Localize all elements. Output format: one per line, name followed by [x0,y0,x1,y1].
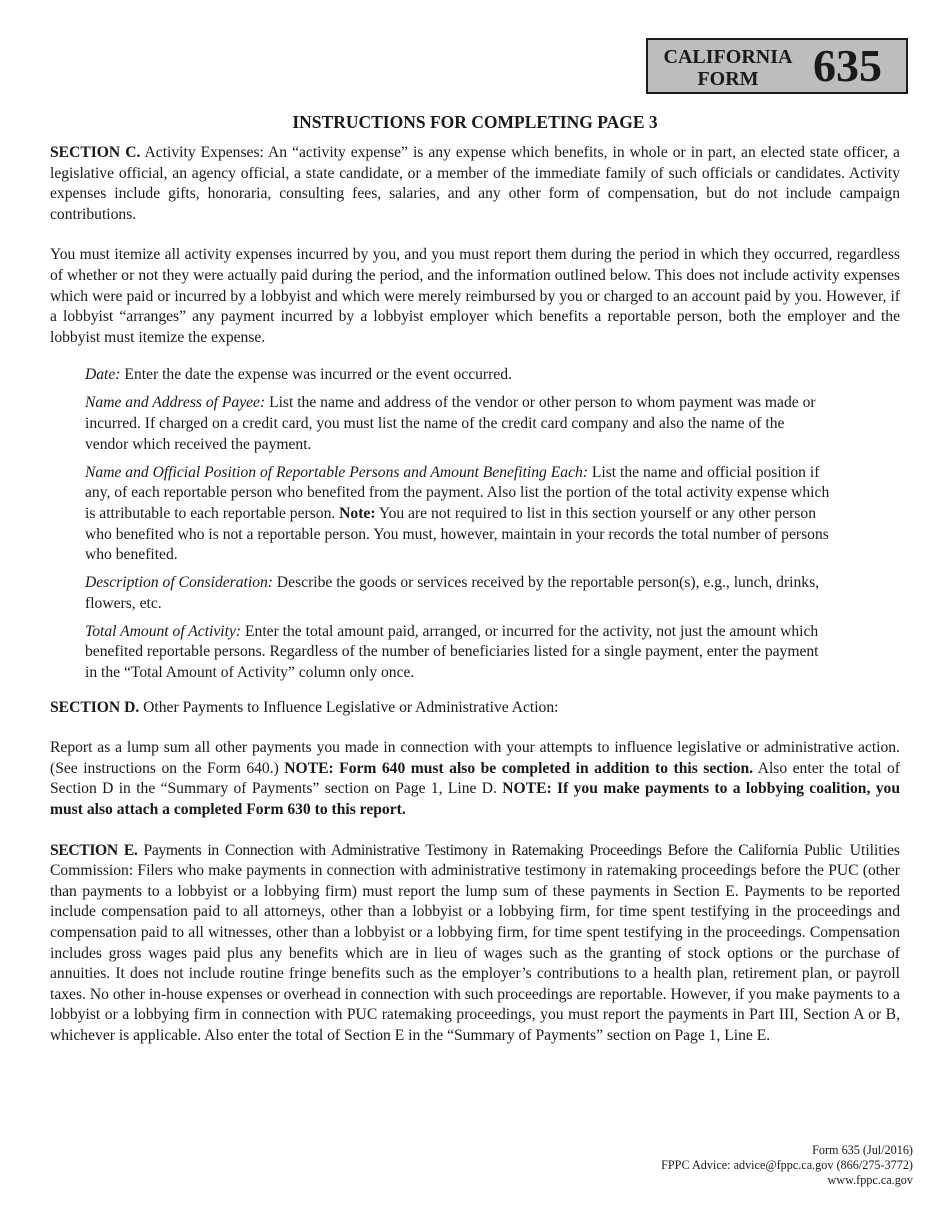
item-total-amount [85,622,830,684]
section-c-heading: SECTION C. [50,144,141,161]
section-e-body [50,841,900,1047]
section-d-body [50,738,900,820]
page-title: INSTRUCTIONS FOR COMPLETING PAGE 3 [292,112,658,132]
item-date [85,365,830,386]
page-footer [661,1143,913,1188]
section-c-intro [50,143,900,225]
item-payee-label: Name and Address of Payee: [85,394,266,412]
item-date-label: Date: [85,366,121,384]
item-persons-text: List the name and official position if any, of each reportable person who benefited from the payment. Also list the portion of the total activity expense which is attributable to each reportable person. [85,463,830,522]
item-description [85,573,830,614]
item-payee [85,393,830,455]
section-d-title-text: Other Payments to Influence Legislative or Administrative Action: [139,698,559,716]
item-total-text: Enter the total amount paid, arranged, or incurred for the activity, not just the amount which benefited reportable persons. Regardless of the number of beneficiaries listed for a single payment, enter the payment in the “Total Amount of Activity” column only once. [85,622,819,682]
section-d-title [50,698,900,719]
section-d-note-2: NOTE: If you make payments to a lobbying coalition, you must also attach a completed Form 630 to this report. [50,780,900,819]
form-box-label-line2: FORM [697,68,759,90]
section-e-first-line [50,842,842,859]
section-e-title-text: Payments in Connection with Administrative Testimony in Ratemaking Proceedings Before the California Public [137,841,842,859]
section-c-intro-text: Activity Expenses: An “activity expense” is any expense which benefits, in whole or in part, an elected state officer, a legislative official, an agency official, a state candidate, or a member of the immediate family of such officials or candidates. Activity expenses include gifts, honoraria, consulting fees, salaries, and any other form of compensation, but do not include campaign contributions. [50,144,900,223]
item-persons-note-label: Note: [339,504,376,522]
form-number-box [646,38,908,94]
section-d-heading: SECTION D. [50,698,140,716]
item-date-text: Enter the date the expense was incurred or the event occurred. [120,366,512,384]
form-number: 635 [813,40,882,91]
footer-advice-contact: FPPC Advice: advice@fppc.ca.gov (866/275-3772) [661,1158,913,1172]
form-box-label-line1: CALIFORNIA [663,46,793,68]
section-d-body-2: Also enter the total of Section D in the “Summary of Payments” section on Page 1, Line D. [50,759,901,798]
section-d-note-1: NOTE: Form 640 must also be completed in addition to this section. [284,759,754,777]
section-e-body-text: Utilities Commission: Filers who make payments in connection with administrative testimony in ratemaking proceedings before the PUC (other than payments to a lobbyist or a lobbying firm) must report the lump sum of these payments in Section E. Payments to be reported include compensation paid to all attorneys, other than a lobbyist or a lobbying firm, for time spent testifying in the proceedings and compensation paid to all witnesses, other than a lobbyist or a lobbying firm, for time spent testifying in the proceedings. Compensation includes gross wages paid plus any benefits which are in lieu of wages such as the granting of stock options or the purchase of annuities. It does not include routine fringe benefits such as the employer’s contributions to a health plan, retirement plan, or payroll taxes. No other in-house expenses or overhead in connection with such proceedings are reportable. However, if you make payments to a lobbyist or a lobbying firm in connection with PUC ratemaking proceedings, you must report the payments in Part III, Section A or B, whichever is applicable. Also enter the total of Section E in the “Summary of Payments” section on Page 1, Line E. [50,841,900,1044]
item-description-label: Description of Consideration: [85,574,273,592]
item-persons-label: Name and Official Position of Reportable Persons and Amount Benefiting Each: [85,463,588,481]
footer-form-version: Form 635 (Jul/2016) [812,1143,913,1157]
section-c-itemize: You must itemize all activity expenses incurred by you, and you must report them during the period in which they occurred, regardless of whether or not they were actually paid during the period, and the information outlined below. This does not include activity expenses which were paid or incurred by a lobbyist and which were merely reimbursed by you or charged to an account paid by you. However, if a lobbyist “arranges” any payment incurred by a lobbyist employer which benefits a reportable person, both the employer and the lobbyist must itemize the expense. [50,246,900,346]
instructions-content [50,143,900,1047]
footer-website: www.fppc.ca.gov [827,1173,913,1187]
item-reportable-persons [85,463,830,566]
item-payee-text: List the name and address of the vendor or other person to whom payment was made or incurred. If charged on a credit card, you must list the name of the credit card company and also the name of the vendor which received the payment. [85,394,816,453]
form-box-label [654,46,802,90]
item-description-text: Describe the goods or services received by the reportable person(s), e.g., lunch, drinks, flowers, etc. [85,574,820,612]
section-e-heading: SECTION E. [50,841,138,859]
section-c-item-list [85,365,830,683]
item-persons-note-text: You are not required to list in this section yourself or any other person who benefited who is not a reportable person. You must, however, maintain in your records the total number of persons who benefited. [85,504,829,564]
section-d-body-1: Report as a lump sum all other payments you made in connection with your attempts to influence legislative or administrative action. (See instructions on the Form 640.) [50,739,900,777]
item-total-label: Total Amount of Activity: [85,622,242,640]
